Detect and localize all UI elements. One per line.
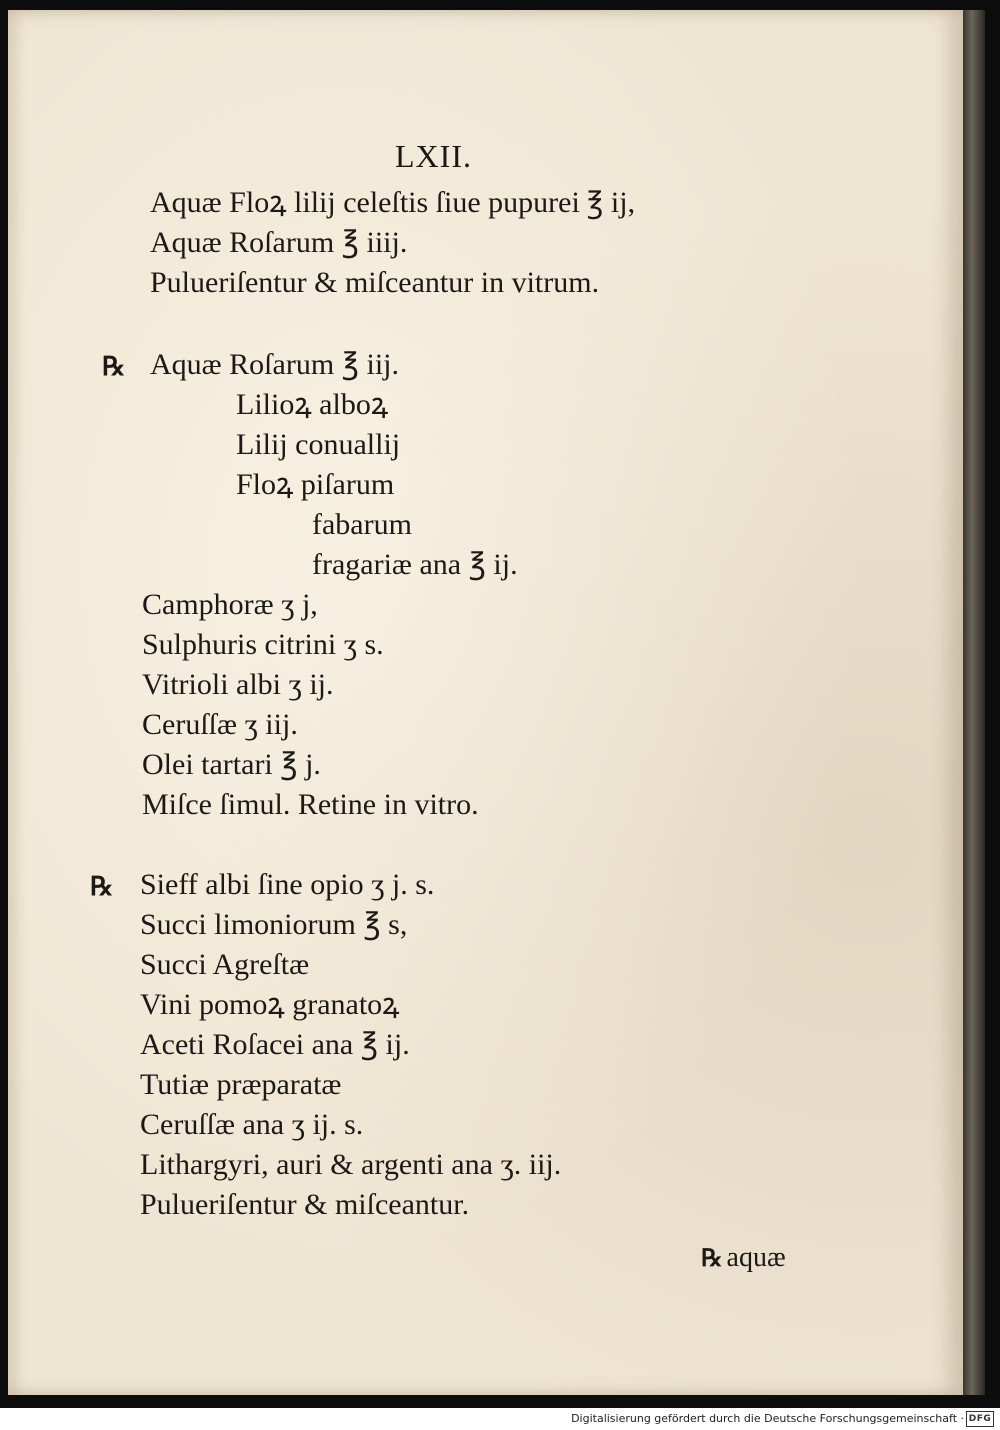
text-line: Vitrioli albi ʒ ij. [142,668,334,701]
text-line: Pulueriſentur & miſceantur in vitrum. [150,266,600,299]
text-line: fragariæ ana ℥ ij. [312,548,518,581]
text-line: Olei tartari ℥ j. [142,748,321,781]
text-line: fabarum [312,508,412,541]
text-line: Aquæ Floꝝ lilij celeſtis ſiue pupurei ℥ ij, [150,186,636,219]
text-line: Succi Agreſtæ [140,948,310,981]
funding-credit: Digitalisierung gefördert durch die Deutsche Forschungsgemeinschaft · [571,1412,964,1425]
text-line: Lithargyri, auri & argenti ana ʒ. iij. [140,1148,562,1181]
text-line: Lilioꝝ alboꝝ [236,388,389,421]
text-line: Vini pomoꝝ granatoꝝ [140,988,400,1021]
book-page [8,10,963,1395]
text-line: Sieff albi ſine opio ʒ j. s. [140,868,435,901]
text-line: Camphoræ ʒ j, [142,588,318,621]
catchword [701,1242,786,1274]
recipe-symbol: ℞ [701,1246,723,1272]
text-line: Miſce ſimul. Retine in vitro. [142,788,479,821]
recipe-symbol: ℞ [102,352,126,381]
page-edge [963,10,985,1395]
text-line: Succi limoniorum ℥ s, [140,908,408,941]
text-line: Aquæ Roſarum ℥ iij. [150,348,399,381]
text-line: Floꝝ piſarum [236,468,395,501]
text-line: Pulueriſentur & miſceantur. [140,1188,470,1221]
text-line: Sulphuris citrini ʒ s. [142,628,384,661]
text-line: Tutiæ præparatæ [140,1068,342,1101]
catchword-text: aquæ [726,1242,786,1273]
folio-number: LXII. [395,138,472,174]
text-line: Lilij conuallij [236,428,401,461]
text-line: Ceruſſæ ʒ iij. [142,708,298,741]
footer-bar [0,1408,1000,1430]
text-line: Ceruſſæ ana ʒ ij. s. [140,1108,364,1141]
text-line: Aceti Roſacei ana ℥ ij. [140,1028,410,1061]
dfg-logo-icon: DFG [966,1411,994,1427]
text-line: Aquæ Roſarum ℥ iiij. [150,226,408,259]
recipe-symbol: ℞ [90,872,114,901]
